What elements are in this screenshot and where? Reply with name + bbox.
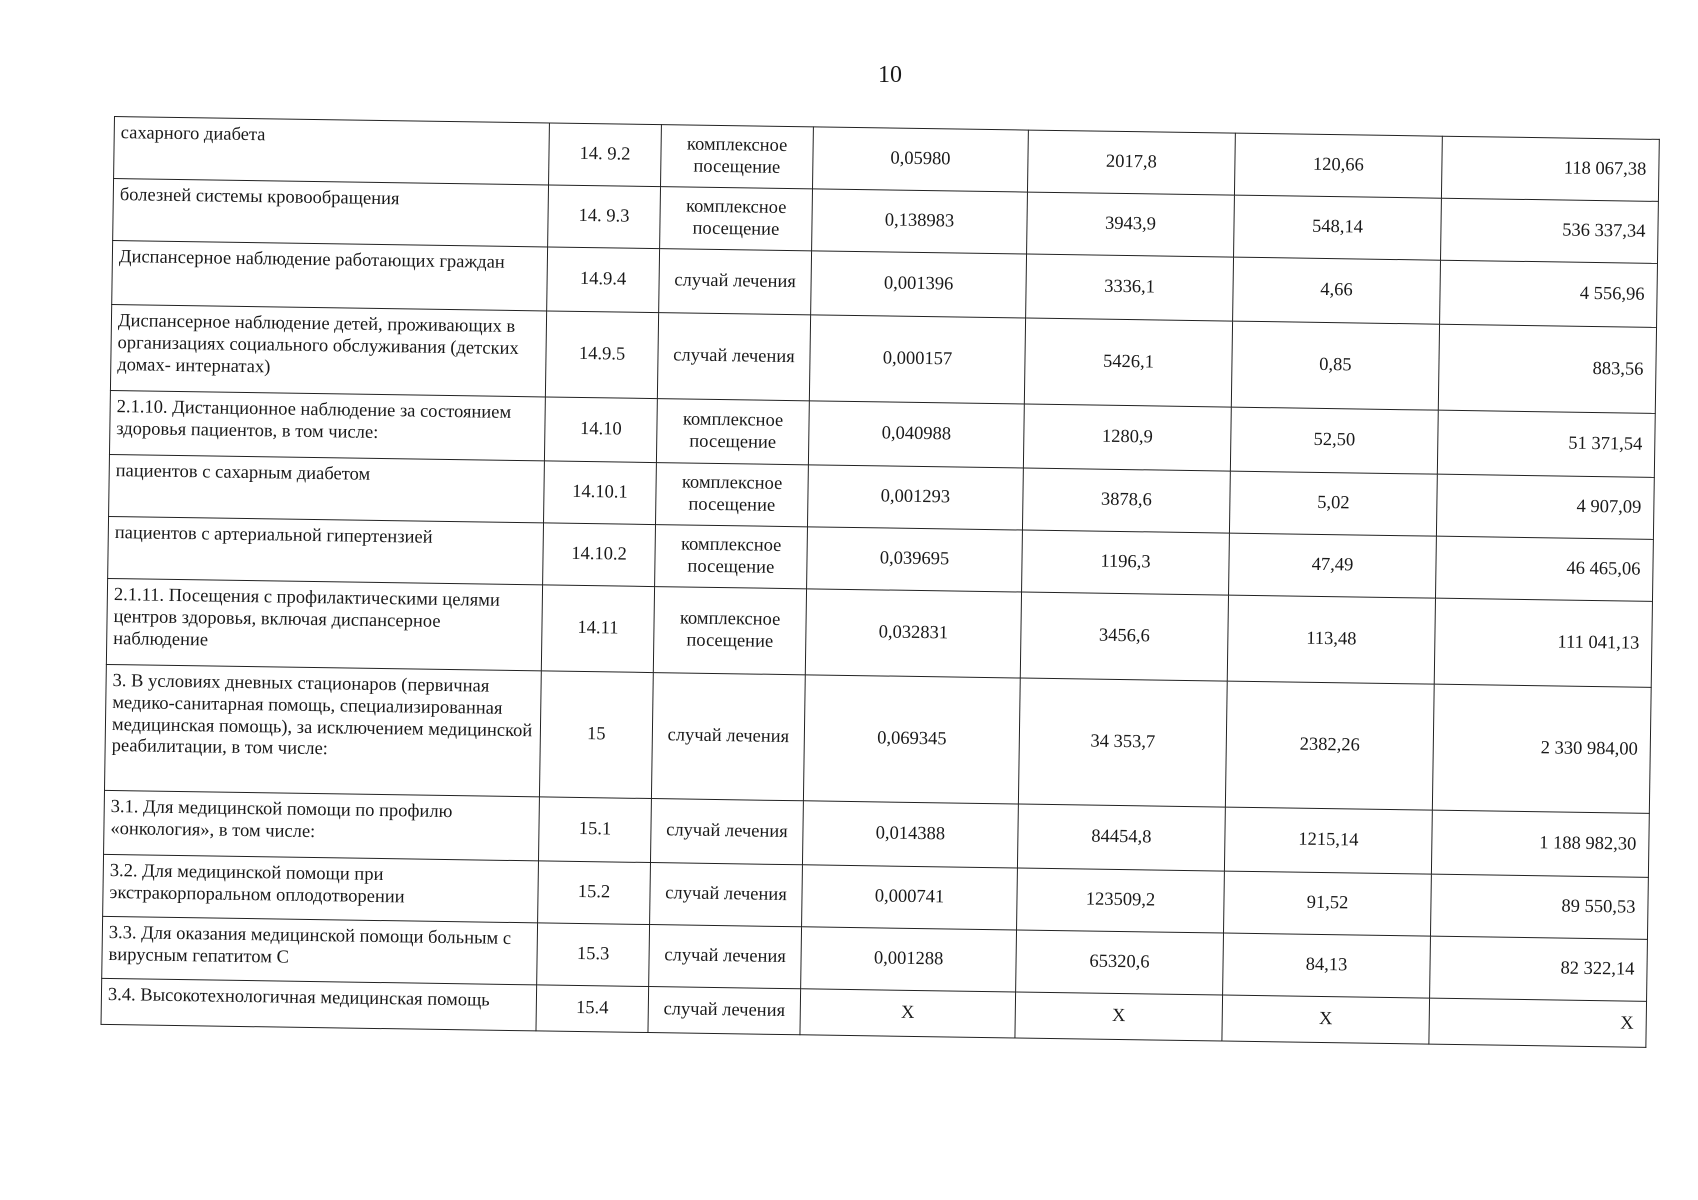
row-value-1: 0,014388 [802, 801, 1018, 868]
row-description: Диспансерное наблюдение детей, проживающих в организациях социального обслуживания (детских домах- интернатах) [110, 304, 546, 396]
row-value-2: 84454,8 [1017, 804, 1225, 871]
row-code: 14. 9.2 [549, 123, 662, 187]
row-unit: случай лечения [659, 249, 812, 315]
table-container [101, 116, 1659, 1048]
row-value-1: 0,001293 [807, 465, 1023, 530]
row-value-1: 0,039695 [807, 527, 1023, 592]
row-unit: случай лечения [650, 863, 803, 927]
row-value-4: Х [1429, 998, 1647, 1047]
row-code: 14.10 [544, 397, 657, 463]
row-value-1: 0,001396 [811, 251, 1027, 318]
row-description: Диспансерное наблюдение работающих граждан [112, 240, 548, 310]
row-value-4: 1 188 982,30 [1431, 810, 1649, 877]
row-value-2: 123509,2 [1017, 868, 1225, 933]
row-value-3: 52,50 [1230, 407, 1438, 474]
row-value-2: Х [1015, 992, 1223, 1041]
row-value-2: 34 353,7 [1018, 678, 1227, 807]
data-table [101, 116, 1660, 1048]
row-description: 3.1. Для медицинской помощи по профилю «онкология», в том числе: [104, 790, 540, 860]
row-unit: случай лечения [650, 799, 803, 865]
row-value-3: 0,85 [1231, 321, 1439, 410]
row-unit: случай лечения [651, 673, 805, 801]
row-description: 2.1.11. Посещения с профилактическими целями центров здоровья, включая диспансерное наблюдение [106, 578, 542, 670]
row-value-3: 5,02 [1229, 471, 1437, 536]
row-value-1: 0,05980 [812, 127, 1028, 192]
row-value-3: 91,52 [1224, 871, 1432, 936]
row-code: 14.9.4 [547, 247, 660, 313]
row-value-2: 3878,6 [1022, 468, 1230, 533]
row-value-4: 883,56 [1438, 324, 1656, 413]
row-value-1: 0,001288 [801, 927, 1017, 992]
row-value-3: 1215,14 [1224, 807, 1432, 874]
row-unit: комплексное посещение [656, 399, 809, 465]
row-unit: случай лечения [649, 925, 802, 989]
row-code: 14.10.1 [544, 461, 657, 525]
row-value-3: 548,14 [1234, 195, 1442, 260]
row-description: пациентов с артериальной гипертензией [108, 516, 544, 584]
row-value-3: 47,49 [1229, 533, 1437, 598]
row-description: 3.3. Для оказания медицинской помощи больным с вирусным гепатитом С [102, 916, 538, 984]
row-code: 15.3 [537, 923, 650, 987]
row-description: 3.4. Высокотехнологичная медицинская помощь [101, 978, 537, 1030]
row-value-4: 2 330 984,00 [1432, 684, 1651, 813]
row-code: 14.10.2 [543, 523, 656, 587]
page-number: 10 [878, 62, 902, 88]
row-value-2: 65320,6 [1016, 930, 1224, 995]
row-value-3: 84,13 [1223, 933, 1431, 998]
row-unit: случай лечения [657, 313, 810, 401]
row-value-1: Х [800, 989, 1016, 1038]
row-value-4: 118 067,38 [1441, 136, 1659, 201]
row-value-2: 2017,8 [1027, 130, 1235, 195]
row-value-4: 111 041,13 [1434, 598, 1652, 687]
row-value-4: 46 465,06 [1435, 536, 1653, 601]
row-value-3: Х [1222, 995, 1430, 1044]
row-value-1: 0,032831 [805, 589, 1021, 678]
row-value-4: 4 907,09 [1436, 474, 1654, 539]
row-value-1: 0,000157 [809, 315, 1025, 404]
row-unit: случай лечения [648, 987, 801, 1035]
row-description: сахарного диабета [114, 117, 550, 185]
row-value-2: 3943,9 [1027, 192, 1235, 257]
row-value-1: 0,138983 [812, 189, 1028, 254]
row-code: 15.4 [536, 985, 649, 1033]
row-value-2: 1280,9 [1023, 404, 1231, 471]
row-code: 15 [539, 671, 653, 799]
row-value-4: 89 550,53 [1430, 874, 1648, 939]
row-value-3: 4,66 [1233, 257, 1441, 324]
row-description: пациентов с сахарным диабетом [109, 454, 545, 522]
row-value-4: 536 337,34 [1441, 198, 1659, 263]
row-code: 15.2 [538, 861, 651, 925]
row-value-2: 3456,6 [1020, 592, 1228, 681]
row-value-4: 51 371,54 [1437, 410, 1655, 477]
row-value-1: 0,000741 [802, 865, 1018, 930]
row-unit: комплексное посещение [653, 587, 806, 675]
row-unit: комплексное посещение [655, 525, 808, 589]
row-unit: комплексное посещение [660, 187, 813, 251]
row-value-1: 0,040988 [808, 401, 1024, 468]
table-row [104, 664, 1651, 813]
row-value-3: 2382,26 [1225, 681, 1434, 810]
row-value-2: 1196,3 [1022, 530, 1230, 595]
row-code: 15.1 [538, 797, 651, 863]
row-value-1: 0,069345 [803, 675, 1020, 804]
row-code: 14. 9.3 [548, 185, 661, 249]
row-value-4: 4 556,96 [1440, 260, 1658, 327]
row-description: 3.2. Для медицинской помощи при экстракорпоральном оплодотворении [103, 854, 539, 922]
row-unit: комплексное посещение [661, 125, 814, 189]
row-description: 2.1.10. Дистанционное наблюдение за состоянием здоровья пациентов, в том числе: [109, 390, 545, 460]
row-value-3: 120,66 [1234, 133, 1442, 198]
row-value-2: 3336,1 [1026, 254, 1234, 321]
row-description: болезней системы кровообращения [113, 179, 549, 247]
row-value-3: 113,48 [1227, 595, 1435, 684]
row-code: 14.9.5 [545, 311, 658, 399]
row-code: 14.11 [541, 585, 654, 673]
row-unit: комплексное посещение [655, 463, 808, 527]
row-value-4: 82 322,14 [1430, 936, 1648, 1001]
row-description: 3. В условиях дневных стационаров (первичная медико-санитарная помощь, специализированная медицинская помощь), за исключением медицинской реабилитации, в том числе: [104, 664, 541, 796]
row-value-2: 5426,1 [1024, 318, 1232, 407]
